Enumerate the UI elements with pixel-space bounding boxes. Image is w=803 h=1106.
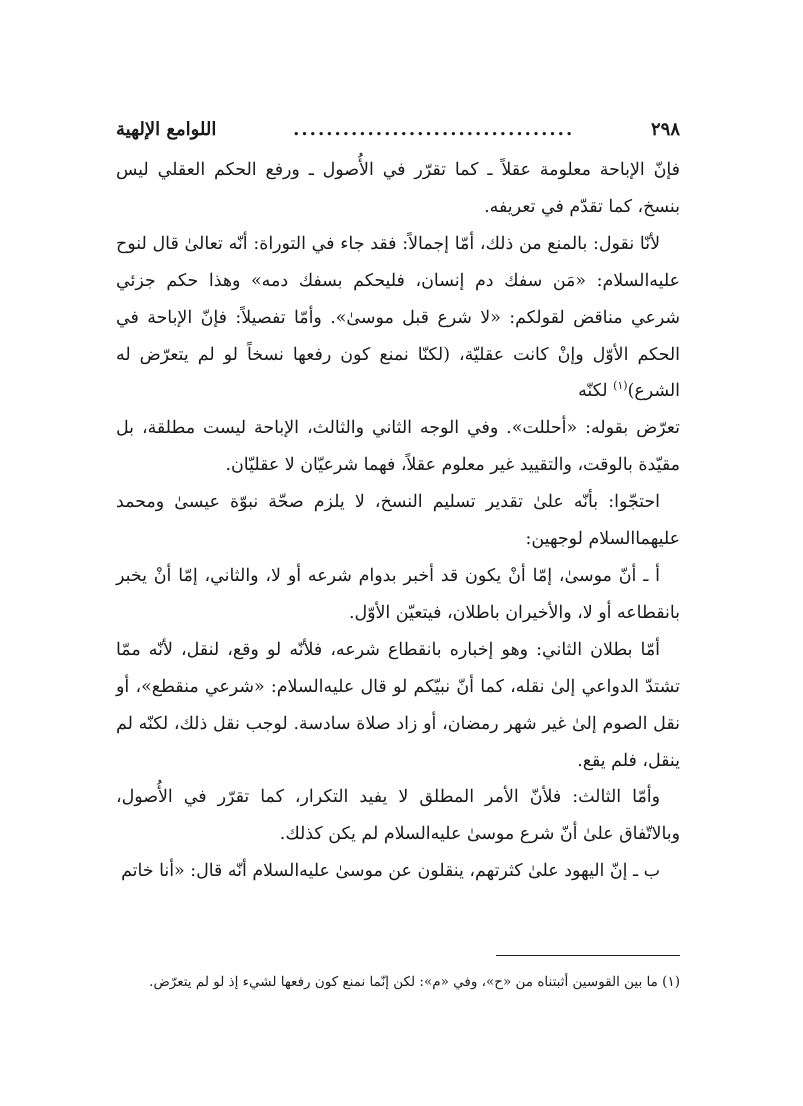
running-header (116, 112, 680, 146)
paragraph: احتجّوا: بأنّه علىٰ تقدير تسليم النسخ، لا يلزم صحّة نبوّة عيسىٰ ومحمد عليهما‌السلام لوجهين: (116, 492, 680, 550)
header-leader-dots: .................................. (293, 118, 575, 140)
paragraph: ب ـ إنّ اليهود علىٰ كثرتهم، ينقلون عن موسىٰ عليه‌السلام أنّه قال: «أنا خاتم (121, 861, 660, 882)
paragraph: فإنّ الإباحة معلومة عقلاً ـ كما تقرّر في الأُصول ـ ورفع الحكم العقلي ليس بنسخ، كما تقدّم في تعريفه. (116, 160, 680, 217)
paragraph-text-tail: لكنّه (578, 381, 614, 402)
footnote-marker: (١) (613, 379, 628, 393)
paragraph: أ ـ أنّ موسىٰ، إمّا أنْ يكون قد أخبر بدوام شرعه أو لا، والثاني، إمّا أنْ يخبر بانقطاعه أو لا، والأخيران باطلان، فيتعيّن الأوّل. (116, 565, 680, 623)
paragraph (116, 226, 680, 411)
footnote-separator (496, 955, 680, 956)
paragraph: وأمّا الثالث: فلأنّ الأمر المطلق لا يفيد التكرار، كما تقرّر في الأُصول، وبالاتّفاق علىٰ أنّ شرع موسىٰ عليه‌السلام لم يكن كذلك. (116, 787, 680, 845)
paragraph-text: لأنّا نقول: بالمنع من ذلك، أمّا إجمالاً: فقد جاء في التوراة: أنّه تعالىٰ قال لنوح عليه‌السلام: «مَن سفك دم إنسان، فليحكم بسفك دمه» وهذا حكم جزئي شرعي مناقض لقولكم: «لا شرع قبل موسىٰ». وأمّا تفصيلاً: فإنّ الإباحة في الحكم الأوّل وإنْ كانت عقليّة، (لكنّا نمنع كون رفعها نسخاً لو لم يتعرّض له الشرع) (116, 233, 680, 402)
paragraph: أمّا بطلان الثاني: وهو إخباره بانقطاع شرعه، فلأنّه لو وقع، لنقل، لأنّه ممّا تشتدّ الدواعي إلىٰ نقله، كما أنّ نبيّكم لو قال عليه‌السلام: «شرعي منقطع»، أو نقل الصوم إلىٰ غير شهر رمضان، أو زاد صلاة سادسة. لوجب نقل ذلك، لكنّه لم ينقل، فلم يقع. (116, 639, 680, 771)
main-text (116, 152, 680, 890)
page-number: ٢٩٨ (650, 118, 680, 140)
paragraph: تعرّض بقوله: «أحللت». وفي الوجه الثاني والثالث، الإباحة ليست مطلقة، بل مقيّدة بالوقت، والتقييد غير معلوم عقلاً، فهما شرعيّان لا عقليّان. (116, 418, 680, 476)
footnote: (١) ما بين القوسين أثبتناه من «ح»، وفي «م»: لكن إنّما نمنع كون رفعها لشيء إذ لو لم يتعرّض. (149, 974, 680, 990)
book-title: اللوامع الإلهية (116, 118, 217, 140)
